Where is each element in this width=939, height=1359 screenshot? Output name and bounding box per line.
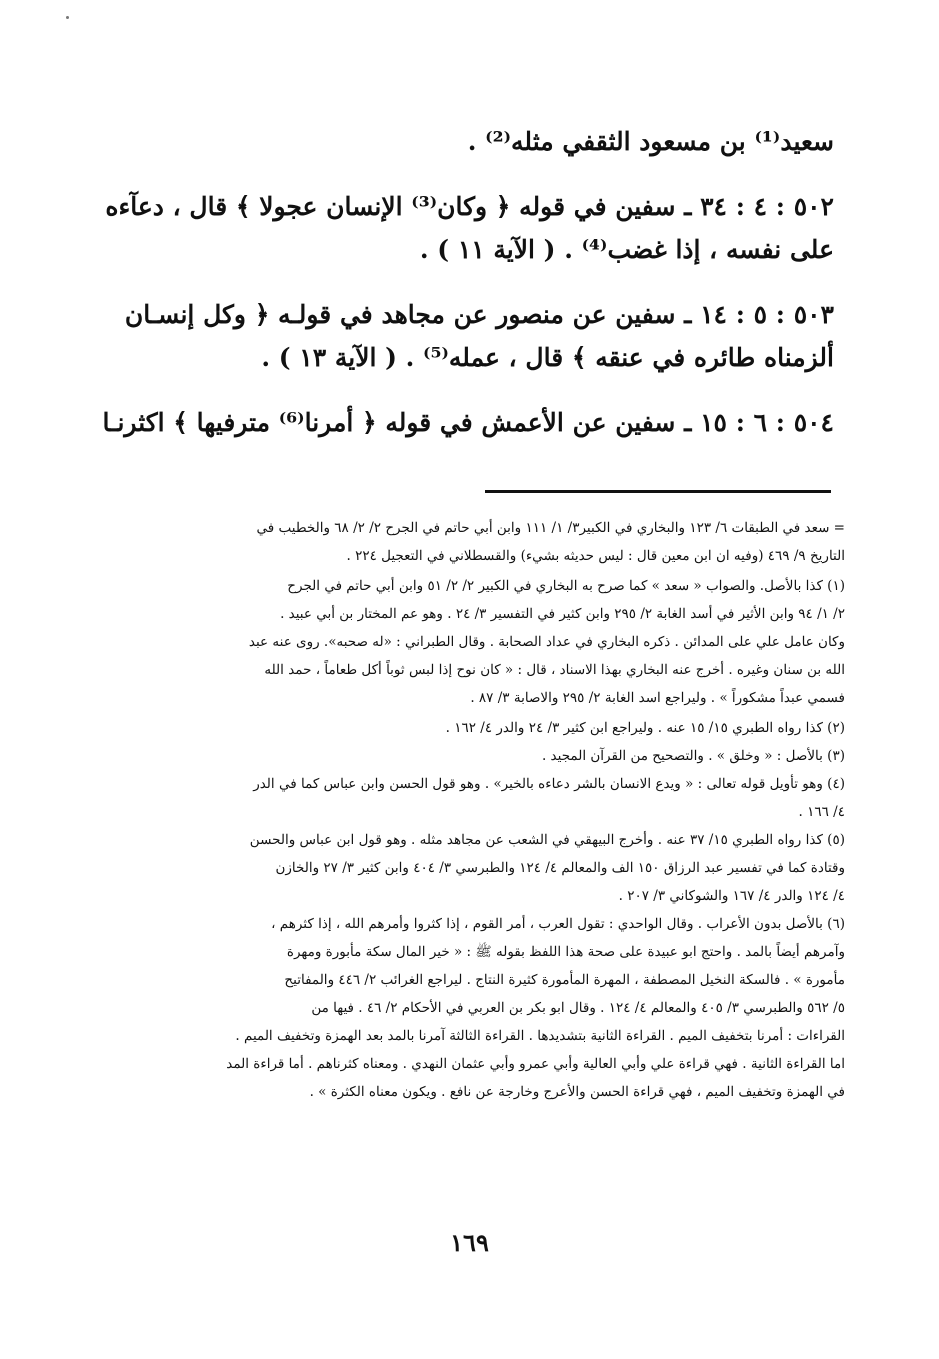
scan-speck: [66, 16, 69, 19]
entry-502: [105, 185, 834, 271]
entry-503-line-2: ألزمناه طائره في عنقه ﴾ قال ، عمله⁽⁵⁾ . ( الآية ١٣ ) .: [261, 343, 834, 372]
footnote-1-line: فسمي عبداً مشكوراً » . وليراجع اسد الغابة ٢/ ٢٩٥ والاصابة ٣/ ٨٧ .: [470, 690, 845, 706]
footnote-1-line: (١) كذا بالأصل. والصواب « سعد » كما صرح به البخاري في الكبير ٢/ ٢/ ٥١ وابن أبي حاتم في الجرح: [287, 578, 845, 594]
page-number: ١٦٩: [450, 1228, 489, 1257]
footnote-6-line: في الهمزة وتخفيف الميم ، فهي قراءة الحسن والأعرج وخارجة عن نافع . ويكون معناه الكثرة » .: [309, 1084, 845, 1100]
footnote-5-line: (٥) كذا رواه الطبري ١٥/ ٣٧ عنه . وأخرج البيهقي في الشعب عن مجاهد مثله . وهو قول ابن عباس والحسن: [249, 832, 845, 848]
footnotes-block: [125, 514, 845, 1106]
footnote-6-line: القراءات : أمرنا بتخفيف الميم . القراءة الثانية بتشديدها . القراءة الثالثة آمرنا بالمد بعد الهمزة وتخفيف الميم .: [235, 1028, 845, 1044]
entry-502-line-1: ٥٠٢ : ٤ : ٣٤ ـ سفين في قوله ﴿ وكان⁽³⁾ الإنسان عجولا ﴾ قال ، دعآءه: [105, 192, 834, 221]
footnote-5-line: ٤/ ١٢٤ والدر ٤/ ١٦٧ والشوكاني ٣/ ٢٠٧ .: [618, 888, 845, 904]
entry-502-line-2: على نفسه ، إذا غضب⁽⁴⁾ . ( الآية ١١ ) .: [419, 235, 834, 264]
footnote-continuation-line: التاريخ ٩/ ٤٦٩ (وفيه ان ابن معين قال : ليس حديثه بشيء) والقسطلاني في التعجيل ٢٢٤ .: [346, 548, 845, 564]
footnote-2: (٢) كذا رواه الطبري ١٥/ ١٥ عنه . وليراجع ابن كثير ٣/ ٢٤ والدر ٤/ ١٦٢ .: [445, 720, 845, 736]
footnote-6-line: اما القراءة الثانية . فهي قراءة علي وأبي العالية وأبي عمرو وأبي عثمان النهدي . ومعناه كثرناهم . أما قراءة المد: [226, 1056, 845, 1072]
footnote-continuation-line: = سعد في الطبقات ٦/ ١٢٣ والبخاري في الكبير٣/ ١/ ١١١ وابن أبي حاتم في الجرح ٢/ ٢/ ٦٨ والخطيب في: [256, 520, 845, 536]
entry-504-line-1: ٥٠٤ : ٦ : ١٥ ـ سفين عن الأعمش في قوله ﴿ أمرنا⁽⁶⁾ مترفيها ﴾ اكثرنـا: [102, 408, 834, 437]
footnote-3: (٣) بالأصل : « وخلق » . والتصحيح من القرآن المجيد .: [541, 748, 845, 764]
footnote-6-line: مأمورة » . فالسكة النخيل المصطفة ، المهرة المأمورة كثيرة النتاج . ليراجع الغرائب ٢/ ٤٤٦ والمفاتيح: [284, 972, 845, 988]
main-line-1: سعيد⁽¹⁾ بن مسعود الثقفي مثله⁽²⁾ .: [467, 127, 834, 156]
footnote-6-line: (٦) بالأصل بدون الأعراب . وقال الواحدي : تقول العرب ، أمر القوم ، إذا كثروا وأمرهم الله ، إذا كثرهم ،: [271, 916, 845, 932]
footnote-separator: [485, 490, 831, 493]
footnote-1-line: ٢/ ١/ ٩٤ وابن الأثير في أسد الغابة ٢/ ٢٩٥ وابن كثير في التفسير ٣/ ٢٤ . وهو عم المختار بن أبي عبيد .: [280, 606, 845, 622]
footnote-6-line: ٥/ ٥٦٢ والطبرسي ٣/ ٤٠٥ والمعالم ٤/ ١٢٤ . وقال ابو بكر بن العربي في الأحكام ٢/ ٤٦ . فيها من: [311, 1000, 845, 1016]
main-text-block: [102, 120, 834, 444]
footnote-5-line: وقتادة كما في تفسير عبد الرزاق ١٥٠ الف والمعالم ٤/ ١٢٤ والطبرسي ٣/ ٤٠٤ وابن كثير ٣/ ٢٧ والخازن: [275, 860, 845, 876]
footnote-1-line: وكان عامل علي على المدائن . ذكره البخاري في عداد الصحابة . وقال الطبراني : «له صحبه». روى عنه عبد: [248, 634, 845, 650]
entry-503-line-1: ٥٠٣ : ٥ : ١٤ ـ سفين عن منصور عن مجاهد في قولـه ﴿ وكل إنسـان: [124, 300, 834, 329]
footnote-6-line: وآمرهم أيضاً بالمد . واحتج ابو عبيدة على صحة هذا اللفظ بقوله ﷺ : « خير المال سكة مأبورة ومهرة: [286, 944, 845, 960]
entry-504: [102, 401, 834, 444]
footnote-4-line: (٤) وهو تأويل قوله تعالى : « ويدع الانسان بالشر دعاءه بالخير» . وهو قول الحسن وابن عباس كما في الدر: [253, 776, 845, 792]
entry-503: [124, 293, 834, 379]
footnote-4-line: ٤/ ١٦٦ .: [798, 804, 845, 820]
footnote-1-line: الله بن سنان وغيره . أخرج عنه البخاري بهذا الاسناد ، قال : « كان نوح إذا لبس ثوباً أكل طعاماً ، حمد الله: [264, 662, 845, 678]
